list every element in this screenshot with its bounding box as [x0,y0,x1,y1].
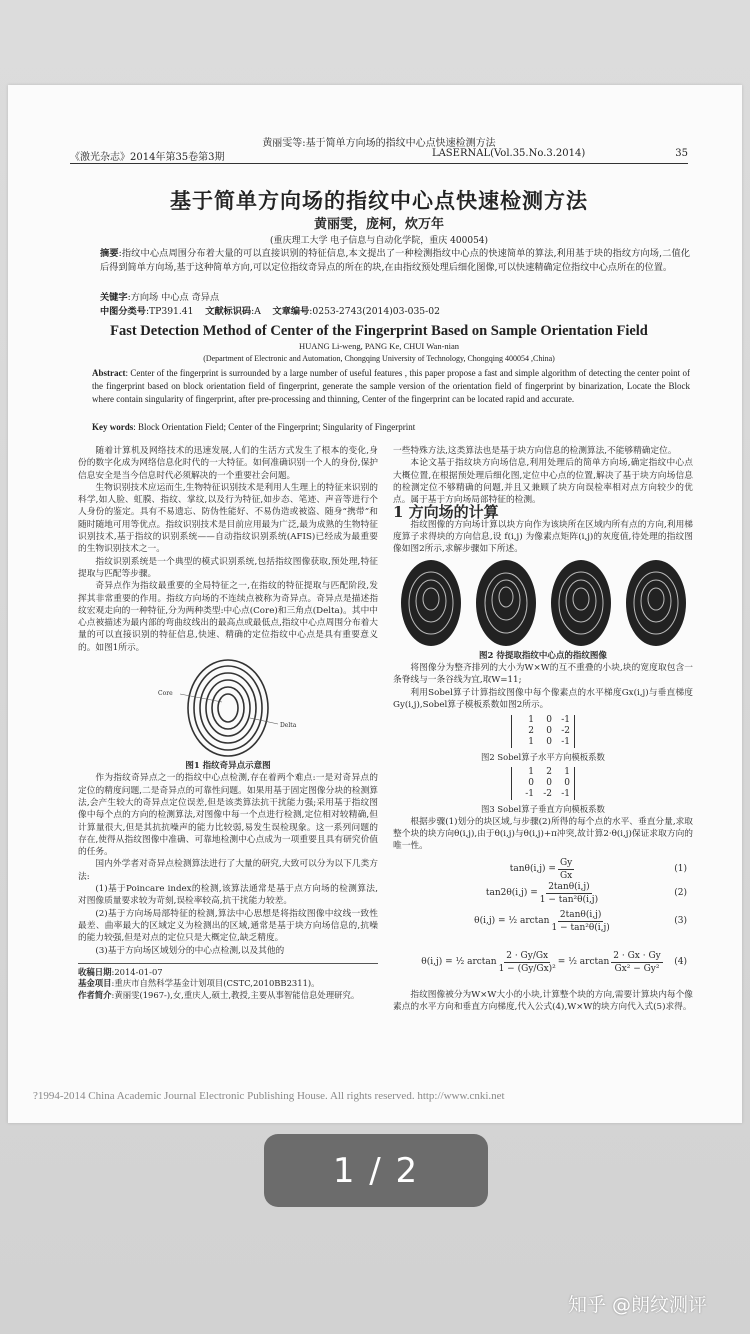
eq-fraction [551,909,609,935]
keywords-cn-label: 关键字 [100,292,128,303]
keywords-cn [100,291,690,305]
eq-numerator: Gy [558,857,574,870]
matrix-cell: 0 [564,778,570,789]
intro-paragraph: 指纹识别系统是一个典型的模式识别系统,包括指纹图像获取,预处理,特征提取与匹配等步骤。 [78,556,378,579]
authors-en: HUANG Li-weng, PANG Ke, CHUI Wan-nian [298,341,460,351]
matrix-cell: 0 [528,778,534,789]
sobel-horizontal-matrix [393,714,693,748]
affiliation-cn: (重庆理工大学 电子信息与自动化学院，重庆 400054) [269,236,489,246]
matrix-cell: 0 [546,737,552,748]
author-bio-value: :黄丽雯(1967-),女,重庆人,硕士,教授,主要从事智能信息处理研究。 [111,989,360,1000]
equation-4 [393,937,693,989]
doc-code-value: :A [251,306,261,317]
figure-1-caption: 图1 指纹奇异点示意图 [185,761,271,772]
eq-fraction [611,950,662,976]
body-paragraph: 作为指纹奇异点之一的指纹中心点检测,存在着两个难点:一是对奇异点的定位的精度问题,二是奇异点的可靠性问题。如果用基于固定图像分块的检测算法,会产生较大的奇异点定位误差,但是该类算法抗干扰能力强;采用基于指纹图像中每个点的方向的检测算法,对图像中每一个点进行检测,定位相对较精确,但计算量很大,但是其抗抗噪声的能力比较弱,易发生误检现象。这一系列问题的存在,使得从指纹图像中准确、可靠地检测中心点成为一项重要且具有研究价值的任务。 [78,773,378,858]
matrix-cell: 1 [528,715,534,726]
footnote [78,963,378,1002]
equation-number: (1) [674,864,687,875]
matrix-cell: 2 [546,767,552,778]
eq-numerator: 2tanθ(i,j) [558,909,603,922]
abstract-cn-label: 摘要 [100,248,119,259]
eq-lhs: θ(i,j) = ½ arctan [421,957,497,968]
eq-lhs: tanθ(i,j) = [509,864,556,875]
keywords-en-label: Key words [92,422,134,432]
body-paragraph: 利用Sobel算子计算指纹图像中每个像素点的水平梯度Gx(i,j)与垂直梯度Gy(i,j),Sobel算子模板系数如图2所示。 [393,687,693,710]
paper-title-en: Fast Detection Method of Center of the Fingerprint Based on Sample Orientation Field [110,323,648,339]
intro-paragraph: 奇异点作为指纹最重要的全局特征之一,在指纹的特征提取与匹配阶段,发挥其非常重要的作用。指纹方向场的不连续点被称为奇异点。奇异点是描述指纹宏观走向的一种特征,分为两种类型:中心点(Core)和三角点(Delta)。其中中心点被描述为最内部的弯曲纹线出的最高点或最低点,指纹中心点周围分布着大量的可以直接识别的特征信息,快速、精确的定位指纹中心点是具有重要意义的。如图1所示。 [78,581,378,653]
sobel-horizontal-caption: 图2 Sobel算子水平方向模板系数 [481,752,605,763]
journal-name-en: LASERNAL(Vol.35.No.3.2014) [431,148,586,159]
eq-denominator: Gx² − Gy² [614,964,660,975]
eq-denominator: 1 − tan²θ(i,j) [551,923,610,934]
journal-header [70,148,688,163]
matrix-cell: -1 [525,789,534,800]
matrix-cell: 1 [528,737,534,748]
delta-label: Delta [280,722,297,730]
matrix-cell: 1 [528,767,534,778]
matrix-grid [511,715,575,748]
matrix-cell: -1 [561,789,570,800]
document-page [8,85,742,1123]
equation-3 [393,907,693,937]
equation-1 [393,859,693,881]
intro-paragraph: 生物识别技术应运而生,生物特征识别技术是利用人生理上的特征来识别的科学,如人脸、虹膜、指纹、掌纹,以及行为特征,如步态、笔迹、声音等进行个人身份的鉴定。具有不易遗忘、防伪性能好、不易伪造或被盗、随身“携带”和随时随地可用等优点。指纹识别技术是目前应用最为广泛,最为成熟的生物特征识别技术,基于指纹的识别系统——自动指纹识别系统(AFIS)已经成为最重要的生物识别技术之一。 [78,482,378,555]
equation-number: (2) [674,888,687,899]
running-title: 黄丽雯等:基于简单方向场的指纹中心点快速检测方法 [262,138,496,149]
paper-title-cn: 基于简单方向场的指纹中心点快速检测方法 [170,188,588,213]
zhihu-watermark: 知乎 @朗纹测评 [568,1294,708,1316]
eq-numerator: 2tanθ(i,j) [546,881,591,894]
fund-label: 基金项目 [78,978,112,989]
clc-value: :TP391.41 [145,306,194,317]
abstract-en-text: : Center of the fingerprint is surrounded by a large number of useful features , this paper propose a fast and simple algorithm of detecting the center point of the fingerprint based on block orientation field of fingerprint, generate the sample version of the orientation field of fingerprint by binarization, Locate the Block where contain singularity of fingerprint, after pre-processing and thinning, Center of the fingerprint can be located rapid and accurate. [92,368,690,404]
matrix-cell: 0 [546,715,552,726]
keywords-cn-text: :方向场 中心点 奇异点 [127,292,220,303]
abstract-cn [100,247,690,275]
eq-lhs: tan2θ(i,j) = [485,888,538,899]
matrix-cell: 0 [546,778,552,789]
eq-denominator: 1 − tan²θ(i,j) [539,895,599,906]
received-label: 收稿日期 [78,966,112,977]
figure-1 [78,658,378,758]
fingerprint-image [475,559,537,647]
matrix-cell: -2 [543,789,552,800]
received-value: :2014-01-07 [111,966,163,977]
classification-line [100,305,690,319]
clc-label: 中图分类号 [100,306,146,317]
eq-middle: = ½ arctan [557,957,610,968]
body-paragraph: 本论文基于指纹块方向场信息,利用处理后的简单方向场,确定指纹中心点大概位置,在根据预处理后细化图,定位中心点的位置,解决了基于块方向场信息的检测定位不够精确的问题,并且又兼顾了块方向误检率相对点方向较少的优点。属于基于方向场局部特征的检测。 [393,458,693,506]
matrix-cell: 1 [564,767,570,778]
core-label: Core [158,690,173,698]
eq-numerator: 2 · Gx · Gy [611,950,662,963]
matrix-cell: -2 [561,726,570,737]
fingerprint-image [550,559,612,647]
eq-denominator: Gx [559,871,573,882]
author-bio-label: 作者简介 [78,989,112,1000]
page-number: 35 [675,148,688,159]
doc-code-label: 文献标识码 [205,306,252,317]
body-paragraph: 将图像分为整齐排列的大小为W×W的互不重叠的小块,块的宽度取包含一条脊线与一条谷线为宜,取W=11; [393,662,693,686]
fund-value: :重庆市自然科学基金计划项目(CSTC,2010BB2311)。 [111,978,320,989]
equation-number: (3) [674,916,687,927]
eq-fraction [540,881,598,907]
keywords-en [92,421,690,434]
article-no-label: 文章编号 [272,306,310,317]
body-paragraph: (3)基于方向场区域划分的中心点检测,以及其他的 [95,945,285,956]
body-paragraph: 指纹图像被分为W×W大小的小块,计算整个块的方向,需要计算块内每个像素点的水平方向和垂直方向梯度,代入公式(4),W×W的块方向代入式(5)求得。 [393,989,693,1012]
sobel-vertical-caption: 图3 Sobel算子垂直方向模板系数 [481,804,605,815]
abstract-en [92,367,690,406]
body-paragraph: 国内外学者对奇异点检测算法进行了大量的研究,大致可以分为以下几类方法: [78,859,378,882]
section-heading: 1 方向场的计算 [393,503,499,522]
affiliation-en: (Department of Electronic and Automation, Chongqing University of Technology, Chongqing 400054 ,China) [203,354,555,363]
article-no-value: :0253-2743(2014)03-035-02 [309,306,440,317]
matrix-cell: -1 [561,715,570,726]
abstract-cn-text: :指纹中心点周围分布着大量的可以直接识别的特征信息,本文提出了一种检测指纹中心点的快速简单的算法,利用基于块的指纹方向场,二值化后得到简单方向场,基于这种简单方向,可以定位指纹奇异点的所在的块,在由指纹预处理后细化图像,可以快速精确定位指纹中心点所在的位置。 [100,248,690,274]
body-paragraph: 根据步骤(1)划分的块区域,与步骤(2)所得的每个点的水平、垂直分量,求取整个块的块方向θ(i,j),由于θ(i,j)与θ(i,j)+π冲突,故计算2·θ(i,j)保证求取方向的唯一性。 [393,816,693,852]
fingerprint-image [625,559,687,647]
journal-name-cn: 《激光杂志》2014年第35卷第3期 [70,152,225,163]
equation-2 [393,881,693,907]
sobel-vertical-matrix [393,766,693,800]
matrix-cell: 2 [528,726,534,737]
eq-denominator: 1 − (Gy/Gx)² [498,964,556,975]
intro-paragraph: 随着计算机及网络技术的迅速发展,人们的生活方式发生了根本的变化,身份的数字化成为网络信息化时代的一大特征。如何准确识别一个人的身份,保护信息安全是当今信息时代必须解决的一个重要社会问题。 [78,446,378,481]
copyright-footer: ?1994-2014 China Academic Journal Electronic Publishing House. All rights reserved. http://www.cnki.net [33,1090,505,1102]
abstract-en-label: Abstract [92,368,126,378]
page-indicator[interactable]: 1 / 2 [264,1134,488,1207]
figure-2-caption: 图2 待提取指纹中心点的指纹图像 [479,650,607,661]
keywords-en-text: : Block Orientation Field; Center of the Fingerprint; Singularity of Fingerprint [133,422,416,432]
eq-lhs: θ(i,j) = ½ arctan [474,916,550,927]
eq-numerator: 2 · Gy/Gx [504,950,550,963]
header-rule [70,163,688,164]
equation-number: (4) [674,957,687,968]
fingerprint-core-delta-image [78,658,378,758]
authors-cn: 黄丽雯，庞柯，炊万年 [313,217,444,232]
figure-2 [393,556,693,650]
fingerprint-image [400,559,462,647]
matrix-grid [511,767,575,800]
body-paragraph: (2)基于方向场局部特征的检测,算法中心思想是将指纹图像中纹线一致性最差、曲率最大的区域定义为检测出的区域,通常是基于块方向场信息的,抗噪的能力较强,但是对点的定位只是大概定位,缺乏精度。 [78,908,378,944]
left-column [78,445,378,1001]
eq-fraction [558,857,574,883]
body-paragraph: (1)基于Poincare index的检测,该算法通常是基于点方向场的检测算法,对图像质量要求较为苛刻,误检率较高,抗干扰能力较差。 [78,884,378,907]
right-column [393,445,693,1013]
matrix-cell: -1 [561,737,570,748]
matrix-cell: 0 [546,726,552,737]
body-paragraph: 指纹图像的方向场计算以块方向作为该块所在区域内所有点的方向,利用梯度算子求得块的方向信息,设 f(i,j) 为像素点矩阵(i,j)的灰度值,待处理的指纹图像如图2所示,求解步骤如下所述。 [393,519,693,555]
body-paragraph: 一些特殊方法,这类算法也是基于块方向信息的检测算法,不能够精确定位。 [393,446,677,456]
eq-fraction [499,950,556,976]
